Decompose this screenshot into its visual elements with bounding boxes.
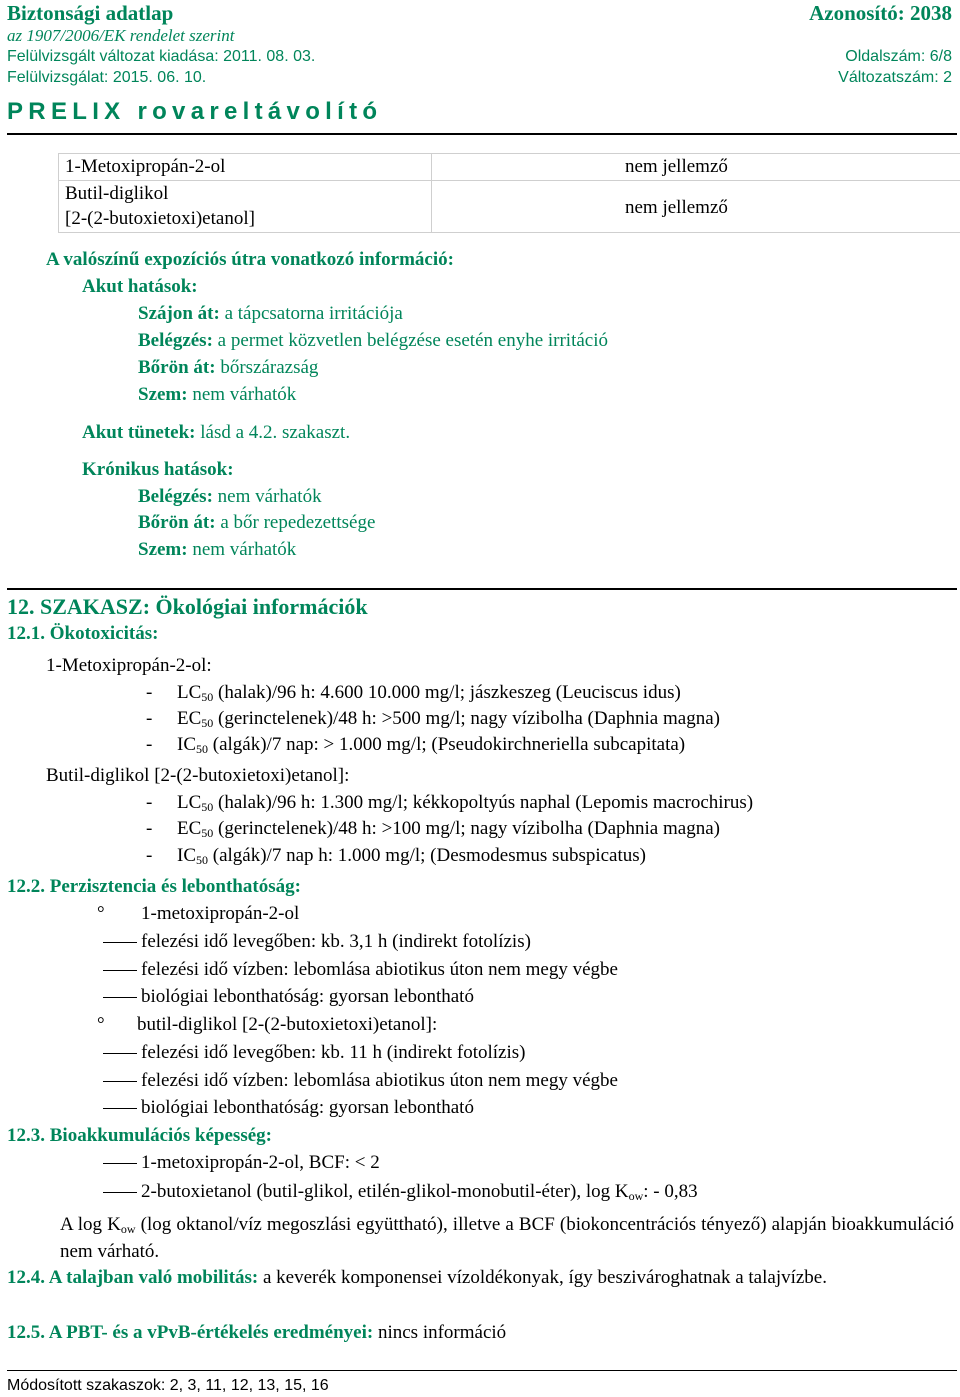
table-row-2-value: nem jellemző bbox=[432, 181, 960, 233]
section-12-2-heading: 12.2. Perzisztencia és lebonthatóság: bbox=[7, 876, 301, 897]
doc-type: Biztonsági adatlap bbox=[7, 1, 174, 25]
revision-date: Felülvizsgálat: 2015. 06. 10. bbox=[7, 69, 207, 86]
inhalation-line: Belégzés: a permet közvetlen belégzése esetén enyhe irritáció bbox=[138, 330, 609, 351]
chronic-effects-label: Krónikus hatások: bbox=[82, 459, 234, 480]
substance-2-label: Butil-diglikol [2-(2-butoxietoxi)etanol]: bbox=[46, 765, 350, 786]
list-item: $IC_{50}$ (algák)/7 nap: > 1.000 mg/l; (Pseudokirchneriella subcapitata) bbox=[177, 734, 686, 756]
section-12-title: 12. SZAKASZ: Ökológiai információk bbox=[7, 594, 368, 619]
dash-icon bbox=[103, 970, 137, 971]
dash-icon bbox=[103, 1053, 137, 1054]
list-item: felezési idő levegőben: kb. 11 h (indirekt fotolízis) bbox=[141, 1042, 526, 1063]
bcf-line: 1-metoxipropán-2-ol, BCF: < 2 bbox=[141, 1152, 380, 1173]
section-divider bbox=[7, 588, 957, 590]
list-item: felezési idő vízben: lebomlása abiotikus úton nem megy végbe bbox=[141, 1070, 618, 1091]
list-item: - bbox=[146, 734, 153, 755]
substance-1-label: 1-Metoxipropán-2-ol: bbox=[46, 655, 212, 676]
footer-divider bbox=[7, 1370, 957, 1371]
mixture-table bbox=[58, 153, 960, 233]
list-item: biológiai lebonthatóság: gyorsan lebontható bbox=[141, 1097, 474, 1118]
list-item: $EC_{50}$ (gerinctelenek)/48 h: >100 mg/l; nagy vízibolha (Daphnia magna) bbox=[177, 818, 720, 840]
list-item: - bbox=[146, 845, 153, 866]
dash-icon bbox=[103, 1108, 137, 1109]
degree-bullet-icon: ° bbox=[97, 1014, 105, 1035]
footer-modified-sections: Módosított szakaszok: 2, 3, 11, 12, 13, 15, 16 bbox=[7, 1377, 329, 1394]
list-item: - bbox=[146, 708, 153, 729]
list-item: - bbox=[146, 818, 153, 839]
regulation: az 1907/2006/EK rendelet szerint bbox=[7, 26, 235, 45]
section-12-4: 12.4. A talajban való mobilitás: a keverék komponensei vízoldékonyak, így beszivároghatnak a talajvízbe. bbox=[7, 1267, 827, 1288]
degradation-substance-2: butil-diglikol [2-(2-butoxietoxi)etanol]: bbox=[137, 1014, 438, 1035]
dash-icon bbox=[103, 1081, 137, 1082]
page-number: Oldalszám: 6/8 bbox=[845, 48, 952, 65]
list-item: $IC_{50}$ (algák)/7 nap h: 1.000 mg/l; (Desmodesmus subspicatus) bbox=[177, 845, 646, 867]
doc-id: Azonosító: 2038 bbox=[809, 1, 952, 25]
list-item: felezési idő vízben: lebomlása abiotikus úton nem megy végbe bbox=[141, 959, 618, 980]
section-12-3-heading: 12.3. Bioakkumulációs képesség: bbox=[7, 1125, 272, 1146]
dash-icon bbox=[103, 1192, 137, 1193]
section-12-1-heading: 12.1. Ökotoxicitás: bbox=[7, 623, 159, 644]
list-item: - bbox=[146, 792, 153, 813]
degree-bullet-icon: ° bbox=[97, 903, 105, 924]
logkow-line: 2-butoxietanol (butil-glikol, etilén-glikol-monobutil-éter), $\log K_{ow}$: - 0,83 bbox=[141, 1181, 698, 1203]
oral-line: Szájon át: a tápcsatorna irritációja bbox=[138, 303, 403, 324]
section-12-5: 12.5. A PBT- és a vPvB-értékelés eredményei: nincs információ bbox=[7, 1322, 507, 1343]
dash-icon bbox=[103, 942, 137, 943]
dash-icon bbox=[103, 997, 137, 998]
exposure-heading: A valószínű expozíciós útra vonatkozó információ: bbox=[46, 249, 454, 270]
table-row-1-name: 1-Metoxipropán-2-ol bbox=[59, 154, 432, 181]
table-row-1-value: nem jellemző bbox=[432, 154, 960, 181]
list-item: $LC_{50}$ (halak)/96 h: 4.600 10.000 mg/l; jászkeszeg (Leuciscus idus) bbox=[177, 682, 681, 704]
list-item: biológiai lebonthatóság: gyorsan lebontható bbox=[141, 986, 474, 1007]
table-row-2-name: Butil-diglikol [2-(2-butoxietoxi)etanol] bbox=[59, 181, 432, 233]
list-item: $EC_{50}$ (gerinctelenek)/48 h: >500 mg/l; nagy vízibolha (Daphnia magna) bbox=[177, 708, 720, 730]
version: Változatszám: 2 bbox=[838, 69, 952, 86]
list-item: - bbox=[146, 682, 153, 703]
acute-symptoms-line: Akut tünetek: lásd a 4.2. szakaszt. bbox=[82, 422, 351, 443]
header-divider bbox=[7, 133, 957, 135]
bioaccumulation-note: A $\log K_{ow}$ (log oktanol/víz megoszlási együttható), illetve a BCF (biokoncentrációs tényező) alapján bioakkumuláció nem várható. bbox=[60, 1214, 954, 1262]
acute-effects-label: Akut hatások: bbox=[82, 276, 198, 297]
revision-issued: Felülvizsgált változat kiadása: 2011. 08. 03. bbox=[7, 48, 316, 65]
chronic-skin-line: Bőrön át: a bőr repedezettsége bbox=[138, 512, 376, 533]
eye-line: Szem: nem várhatók bbox=[138, 384, 297, 405]
chronic-eye-line: Szem: nem várhatók bbox=[138, 539, 297, 560]
list-item: $LC_{50}$ (halak)/96 h: 1.300 mg/l; kékkopoltyús naphal (Lepomis macrochirus) bbox=[177, 792, 754, 814]
list-item: felezési idő levegőben: kb. 3,1 h (indirekt fotolízis) bbox=[141, 931, 531, 952]
product-name: PRELIX rovareltávolító bbox=[7, 98, 383, 125]
dash-icon bbox=[103, 1163, 137, 1164]
degradation-substance-1: 1-metoxipropán-2-ol bbox=[141, 903, 300, 924]
skin-line: Bőrön át: bőrszárazság bbox=[138, 357, 319, 378]
chronic-inhalation-line: Belégzés: nem várhatók bbox=[138, 486, 322, 507]
